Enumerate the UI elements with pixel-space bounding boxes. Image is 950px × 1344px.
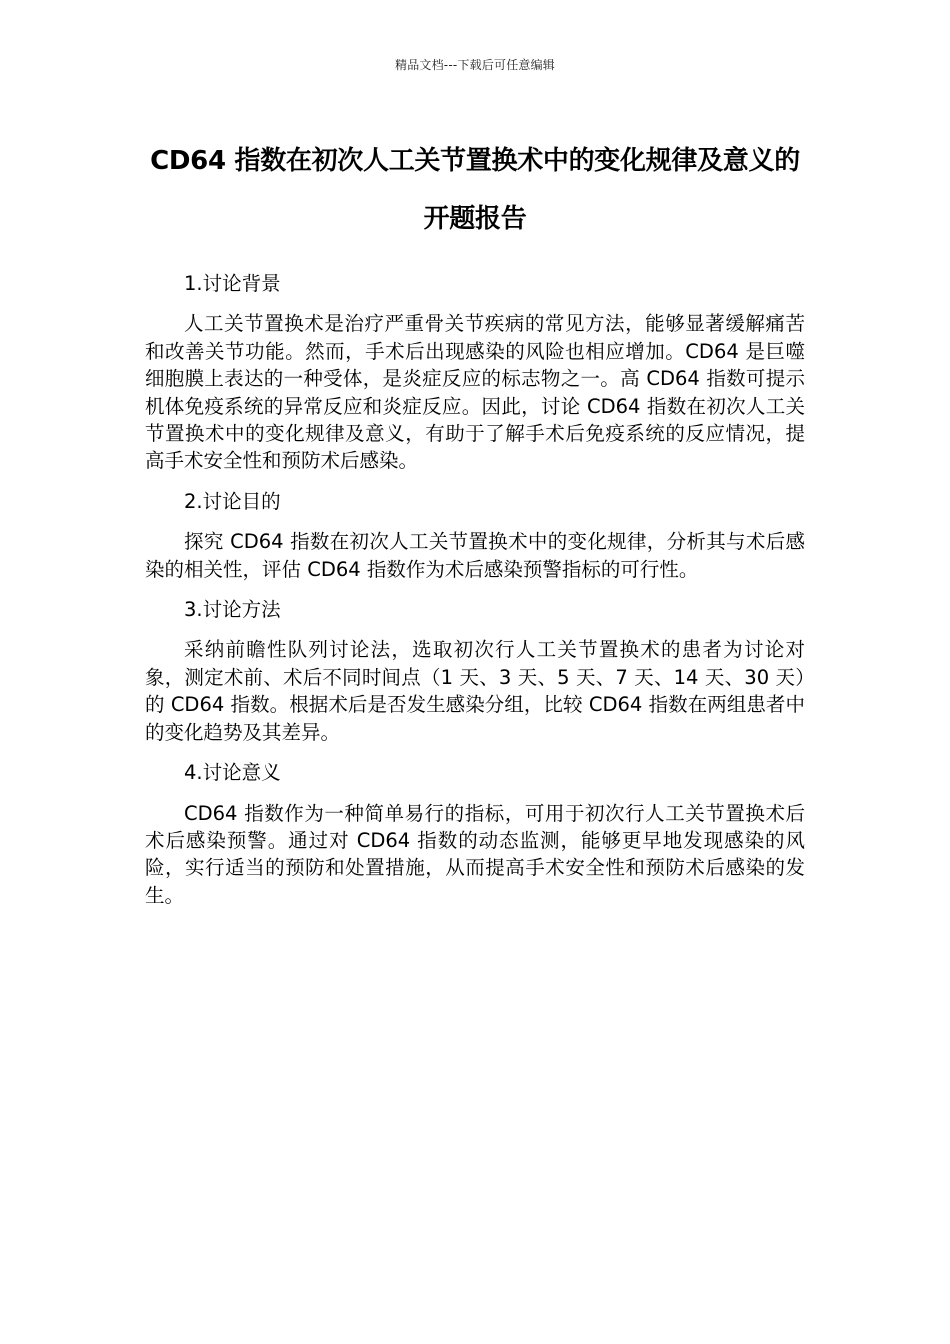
document-body bbox=[145, 270, 805, 922]
section-paragraph: 人工关节置换术是治疗严重骨关节疾病的常见方法，能够显著缓解痛苦和改善关节功能。然而，手术后出现感染的风险也相应增加。CD64 是巨噬细胞膜上表达的一种受体，是炎症反应的标志物之一。高 CD64 指数可提示机体免疫系统的异常反应和炎症反应。因此，讨论 CD64 指数在初次人工关节置换术中的变化规律及意义，有助于了解手术后免疫系统的反应情况，提高手术安全性和预防术后感染。 bbox=[145, 312, 805, 473]
section-significance bbox=[145, 759, 805, 909]
section-heading: 3.讨论方法 bbox=[184, 598, 281, 622]
section-paragraph: 探究 CD64 指数在初次人工关节置换术中的变化规律，分析其与术后感染的相关性，评估 CD64 指数作为术后感染预警指标的可行性。 bbox=[145, 530, 805, 581]
section-heading: 1.讨论背景 bbox=[184, 272, 281, 295]
section-paragraph: 采纳前瞻性队列讨论法，选取初次行人工关节置换术的患者为讨论对象，测定术前、术后不同时间点（1 天、3 天、5 天、7 天、14 天、30 天）的 CD64 指数。根据术后是否发生感染分组，比较 CD64 指数在两组患者中的变化趋势及其差异。 bbox=[145, 638, 805, 744]
page-header: 精品文档---下载后可任意编辑 bbox=[395, 58, 555, 72]
section-paragraph: CD64 指数作为一种简单易行的指标，可用于初次行人工关节置换术后术后感染预警。通过对 CD64 指数的动态监测，能够更早地发现感染的风险，实行适当的预防和处置措施，从而提高手术安全性和预防术后感染的发生。 bbox=[145, 801, 805, 907]
section-background bbox=[145, 270, 805, 475]
document-title: CD64 指数在初次人工关节置换术中的变化规律及意义的开题报告 bbox=[150, 146, 800, 234]
section-method bbox=[145, 596, 805, 746]
section-heading: 4.讨论意义 bbox=[184, 761, 281, 785]
section-heading: 2.讨论目的 bbox=[184, 489, 281, 513]
section-purpose bbox=[145, 488, 805, 583]
